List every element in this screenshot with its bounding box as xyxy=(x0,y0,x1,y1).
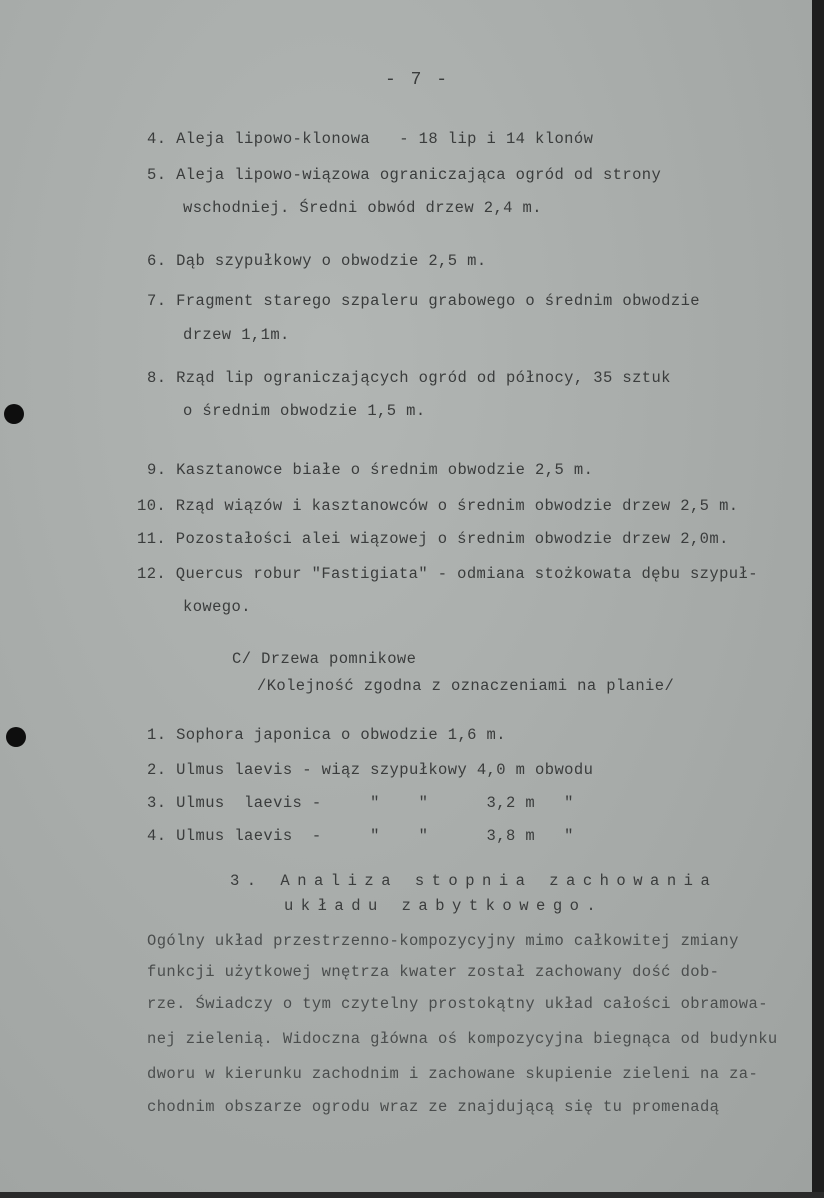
paragraph-line-6: chodnim obszarze ogrodu wraz ze znajdującą się tu promenadą xyxy=(147,1098,720,1116)
paragraph-line-2: funkcji użytkowej wnętrza kwater został zachowany dość dob- xyxy=(147,963,720,981)
page-number: - 7 - xyxy=(385,70,450,90)
list-item-5-cont: wschodniej. Średni obwód drzew 2,4 m. xyxy=(183,199,542,217)
monument-tree-4: 4. Ulmus laevis - " " 3,8 m " xyxy=(147,827,574,845)
list-item-4: 4. Aleja lipowo-klonowa - 18 lip i 14 klonów xyxy=(147,130,594,148)
monument-tree-1: 1. Sophora japonica o obwodzie 1,6 m. xyxy=(147,726,506,744)
section-heading-3-cont: układu zabytkowego. xyxy=(284,897,604,915)
paragraph-line-4: nej zielenią. Widoczna główna oś kompozycyjna biegnąca od budynku xyxy=(147,1030,778,1048)
list-item-6: 6. Dąb szypułkowy o obwodzie 2,5 m. xyxy=(147,252,487,270)
list-item-7: 7. Fragment starego szpaleru grabowego o średnim obwodzie xyxy=(147,292,700,310)
list-item-10: 10. Rząd wiązów i kasztanowców o średnim obwodzie drzew 2,5 m. xyxy=(137,497,739,515)
monument-tree-3: 3. Ulmus laevis - " " 3,2 m " xyxy=(147,794,574,812)
scan-edge-right xyxy=(812,0,824,1198)
scan-edge-bottom xyxy=(0,1192,824,1198)
punch-hole-icon xyxy=(6,727,26,747)
section-subheading-c: /Kolejność zgodna z oznaczeniami na planie/ xyxy=(257,677,675,695)
list-item-8-cont: o średnim obwodzie 1,5 m. xyxy=(183,402,426,420)
monument-tree-2: 2. Ulmus laevis - wiąz szypułkowy 4,0 m obwodu xyxy=(147,761,594,779)
section-heading-c: C/ Drzewa pomnikowe xyxy=(232,650,417,668)
paragraph-line-5: dworu w kierunku zachodnim i zachowane skupienie zieleni na za- xyxy=(147,1065,759,1083)
list-item-7-cont: drzew 1,1m. xyxy=(183,326,290,344)
punch-hole-icon xyxy=(4,404,24,424)
list-item-5: 5. Aleja lipowo-wiązowa ograniczająca ogród od strony xyxy=(147,166,662,184)
list-item-8: 8. Rząd lip ograniczających ogród od północy, 35 sztuk xyxy=(147,369,671,387)
list-item-9: 9. Kasztanowce białe o średnim obwodzie 2,5 m. xyxy=(147,461,594,479)
paragraph-line-1: Ogólny układ przestrzenno-kompozycyjny mimo całkowitej zmiany xyxy=(147,932,739,950)
paragraph-line-3: rze. Świadczy o tym czytelny prostokątny układ całości obramowa- xyxy=(147,995,768,1013)
list-item-11: 11. Pozostałości alei wiązowej o średnim obwodzie drzew 2,0m. xyxy=(137,530,729,548)
list-item-12-cont: kowego. xyxy=(183,598,251,616)
section-heading-3: 3. Analiza stopnia zachowania xyxy=(230,872,718,890)
list-item-12: 12. Quercus robur "Fastigiata" - odmiana stożkowata dębu szypuł- xyxy=(137,565,758,583)
